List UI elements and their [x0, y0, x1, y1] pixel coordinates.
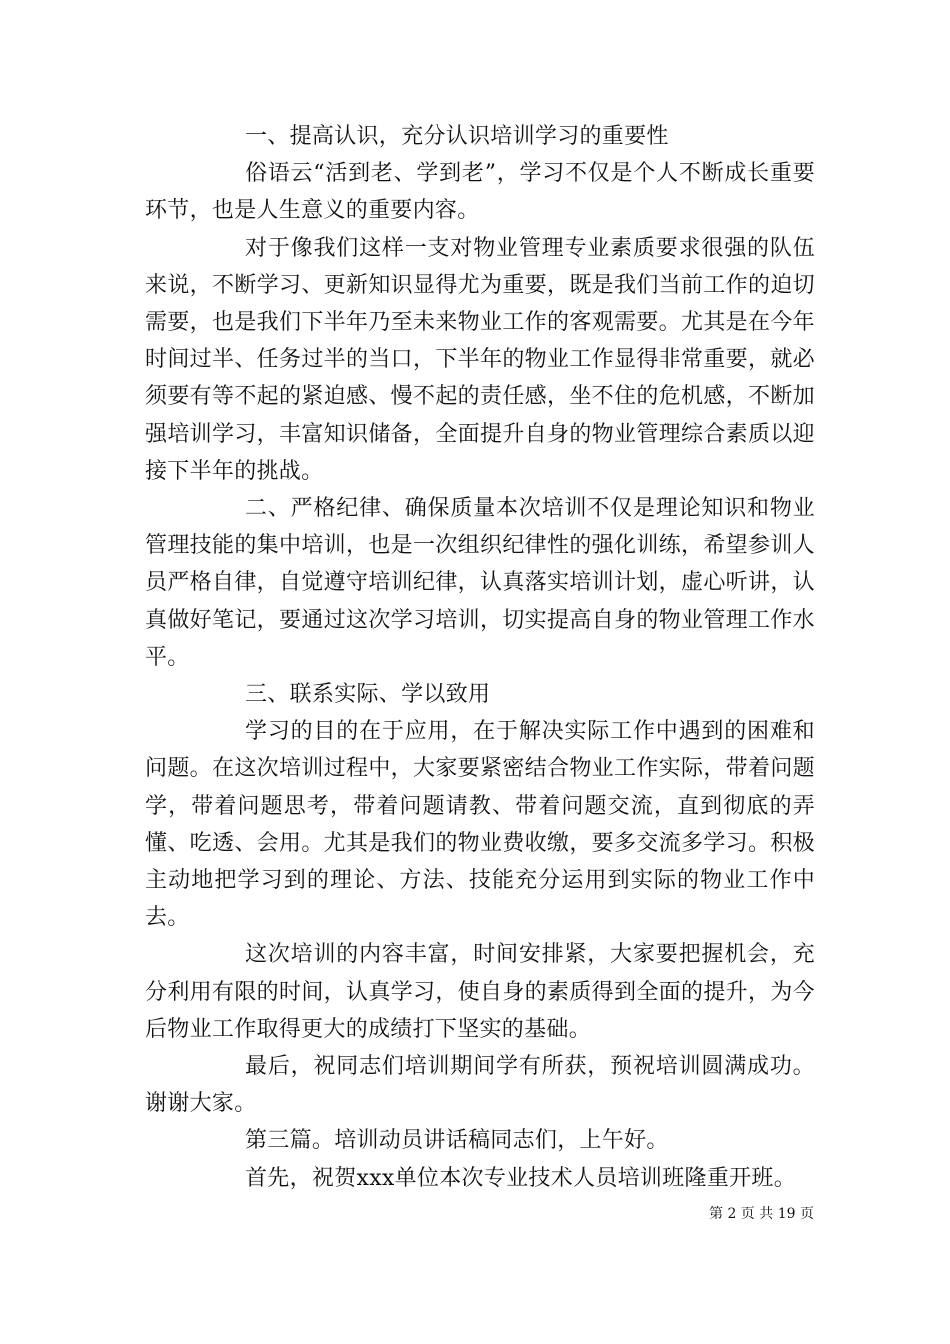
paragraph: 一、提高认识，充分认识培训学习的重要性	[245, 124, 669, 149]
document-body	[145, 118, 815, 1197]
paragraph: 二、严格纪律、确保质量本次培训不仅是理论知识和物业管理技能的集中培训，也是一次组织纪律性的强化训练，希望参训人员严格自律，自觉遵守培训纪律，认真落实培训计划，虚心听讲，认真做好笔记，要通过这次学习培训，切实提高自身的物业管理工作水平。	[145, 496, 815, 670]
paragraph: 俗语云“活到老、学到老”，学习不仅是个人不断成长重要环节，也是人生意义的重要内容。	[145, 161, 815, 224]
paragraph: 这次培训的内容丰富，时间安排紧，大家要把握机会，充分利用有限的时间，认真学习，使自身的素质得到全面的提升，为今后物业工作取得更大的成绩打下坚实的基础。	[145, 942, 815, 1042]
paragraph: 对于像我们这样一支对物业管理专业素质要求很强的队伍来说，不断学习、更新知识显得尤为重要，既是我们当前工作的迫切需要，也是我们下半年乃至未来物业工作的客观需要。尤其是在今年时间过半、任务过半的当口，下半年的物业工作显得非常重要，就必须要有等不起的紧迫感、慢不起的责任感，坐不住的危机感，不断加强培训学习，丰富知识储备，全面提升自身的物业管理综合素质以迎接下半年的挑战。	[145, 235, 815, 484]
paragraph: 最后，祝同志们培训期间学有所获，预祝培训圆满成功。谢谢大家。	[145, 1054, 815, 1117]
paragraph: 三、联系实际、学以致用	[245, 682, 491, 708]
paragraph: 第三篇。培训动员讲话稿同志们，上午好。	[245, 1128, 669, 1154]
paragraph: 首先，祝贺xxx单位本次专业技术人员培训班隆重开班。	[245, 1165, 797, 1191]
paragraph: 学习的目的在于应用，在于解决实际工作中遇到的困难和问题。在这次培训过程中，大家要紧密结合物业工作实际，带着问题学，带着问题思考，带着问题请教、带着问题交流，直到彻底的弄懂、吃透、会用。尤其是我们的物业费收缴，要多交流多学习。积极主动地把学习到的理论、方法、技能充分运用到实际的物业工作中去。	[145, 719, 815, 931]
page-number: 第 2 页 共 19 页	[709, 1206, 814, 1222]
